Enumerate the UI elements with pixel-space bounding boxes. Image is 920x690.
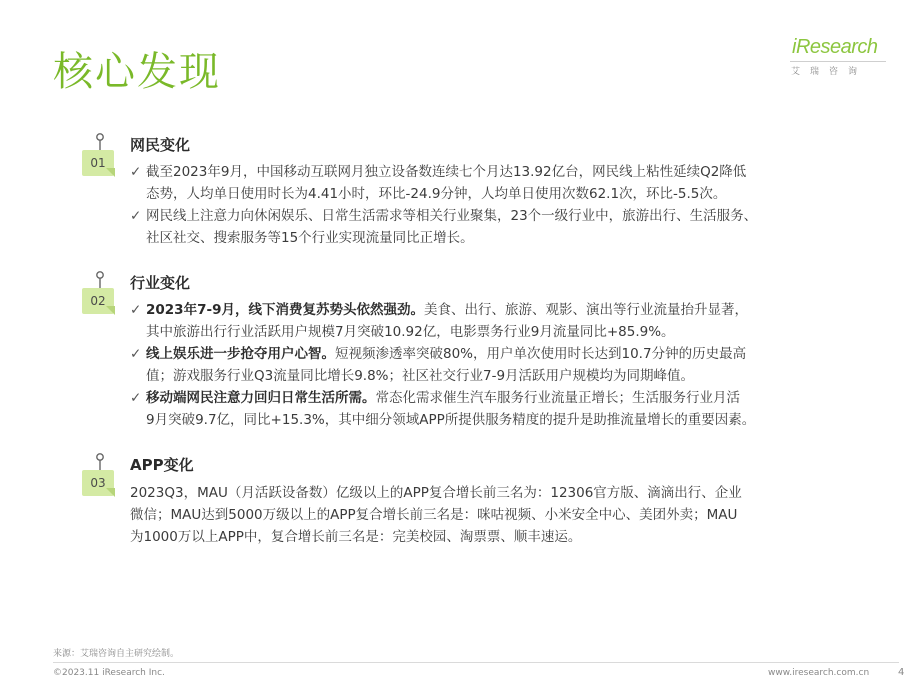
bullet-text: 9月突破9.7亿，同比+15.3%，其中细分领域APP所提供服务精度的提升是助推流量增长的重要因素。 (146, 412, 756, 428)
page-number: 4 (898, 667, 905, 678)
check-icon: ✓ (130, 302, 142, 318)
logo-wordmark: iResearch (792, 36, 878, 58)
bullet-text: 态势，人均单日使用时长为4.41小时，环比-24.9分钟，人均单日使用次数62.1次，环比-5.5次。 (146, 186, 727, 202)
logo-chinese: 艾瑞咨询 (791, 67, 868, 77)
pin-icon (94, 270, 106, 288)
tag-fold (106, 306, 115, 315)
tag-fold (106, 488, 115, 497)
bullet-bold-lead: 线上娱乐进一步抢夺用户心智。 (146, 346, 335, 362)
bullet-text: 截至2023年9月，中国移动互联网月独立设备数连续七个月达13.92亿台，网民线上粘性延续Q2降低 (146, 164, 747, 180)
bullet-text: 网民线上注意力向休闲娱乐、日常生活需求等相关行业聚集，23个一级行业中，旅游出行、生活服务、 (146, 208, 758, 224)
check-icon: ✓ (130, 164, 142, 180)
check-icon: ✓ (130, 346, 142, 362)
paragraph-line: 为1000万以上APP中，复合增长前三名是：完美校园、淘票票、顺丰速运。 (130, 529, 582, 545)
bullet-text: 值；游戏服务行业Q3流量同比增长9.8%；社区社交行业7-9月活跃用户规模均为同期峰值。 (146, 368, 695, 384)
tag-fold (106, 168, 115, 177)
bullet-text: 移动端网民注意力回归日常生活所需。常态化需求催生汽车服务行业流量正增长；生活服务行业月活 (146, 390, 740, 406)
iresearch-logo (790, 36, 890, 86)
bullet-bold-lead: 移动端网民注意力回归日常生活所需。 (146, 390, 376, 406)
bullet-text: 社区社交、搜索服务等15个行业实现流量同比正增长。 (146, 230, 474, 246)
section-number-tag: 01 (82, 150, 114, 176)
page-title: 核心发现 (53, 49, 221, 95)
bullet-bold-lead: 2023年7-9月，线下消费复苏势头依然强劲。 (146, 302, 424, 318)
copyright: ©2023.11 iResearch Inc. (53, 668, 165, 678)
source-note: 来源：艾瑞咨询自主研究绘制。 (53, 649, 180, 659)
logo-divider (790, 61, 886, 62)
check-icon: ✓ (130, 390, 142, 406)
pin-icon (94, 452, 106, 470)
section-number-tag: 03 (82, 470, 114, 496)
bullet-text: 线上娱乐进一步抢夺用户心智。短视频渗透率突破80%，用户单次使用时长达到10.7分钟的历史最高 (146, 346, 747, 362)
check-icon: ✓ (130, 208, 142, 224)
section-heading: APP变化 (130, 456, 194, 474)
section-number-tag: 02 (82, 288, 114, 314)
pin-icon (94, 132, 106, 150)
footer-divider (53, 662, 899, 663)
paragraph-line: 2023Q3，MAU（月活跃设备数）亿级以上的APP复合增长前三名为：12306官方版、滴滴出行、企业 (130, 485, 742, 501)
section-heading: 网民变化 (130, 136, 191, 154)
website-link[interactable]: www.iresearch.com.cn (768, 668, 870, 678)
bullet-text: 其中旅游出行行业活跃用户规模7月突破10.92亿，电影票务行业9月流量同比+85.9%。 (146, 324, 675, 340)
paragraph-line: 微信；MAU达到5000万级以上的APP复合增长前三名是：咪咕视频、小米安全中心、美团外卖；MAU (130, 507, 738, 523)
section-heading: 行业变化 (130, 274, 191, 292)
bullet-text: 2023年7-9月，线下消费复苏势头依然强劲。美食、出行、旅游、观影、演出等行业流量抬升显著， (146, 302, 748, 318)
